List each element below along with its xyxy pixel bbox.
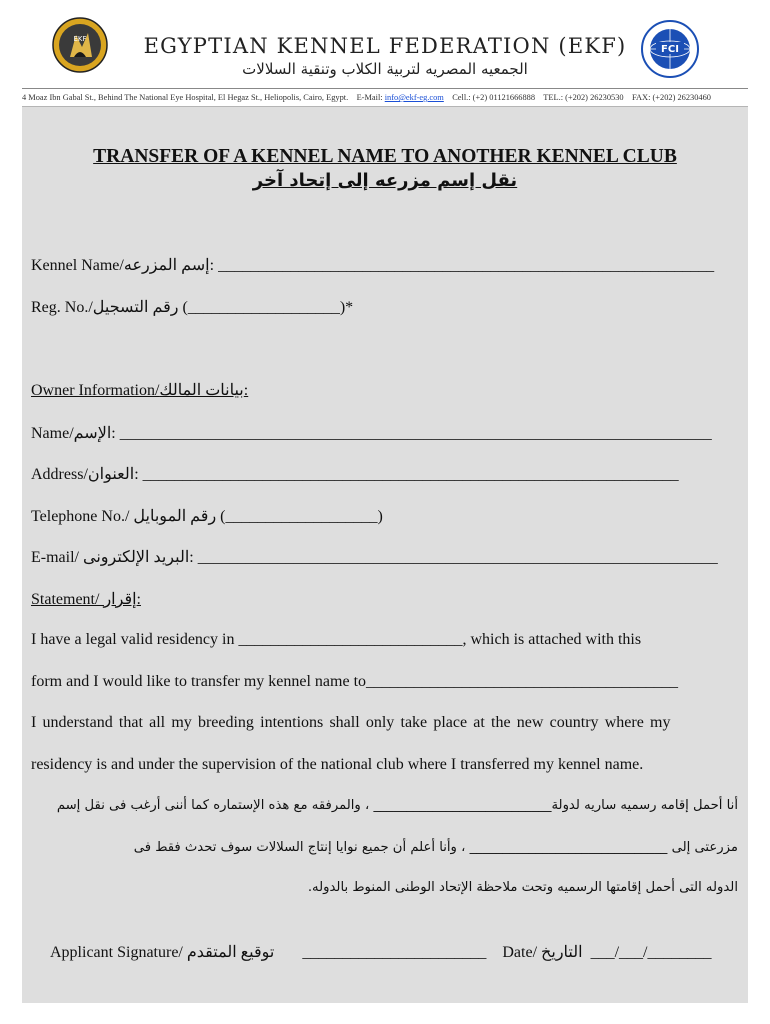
contact-fax: FAX: (+202) 26230460 bbox=[631, 93, 711, 102]
reg-no-row bbox=[31, 297, 353, 317]
kennel-name-field[interactable]: ______________________________________________________________ bbox=[214, 257, 715, 274]
contact-email-label: E-Mail: bbox=[356, 93, 383, 102]
statement-line-3: I understand that all my breeding intentions shall only take place at the new country where my bbox=[31, 714, 671, 731]
date-field[interactable]: ___/___/________ bbox=[590, 944, 712, 961]
contact-line bbox=[22, 93, 748, 102]
svg-text:EKF: EKF bbox=[73, 35, 87, 43]
contact-email-link[interactable]: info@ekf-eg.com bbox=[384, 93, 444, 102]
signature-row bbox=[50, 942, 711, 962]
owner-name-field[interactable]: __________________________________________________________________________ bbox=[115, 425, 712, 442]
owner-telephone-row bbox=[31, 506, 383, 526]
owner-heading: Owner Information/بيانات المالك: bbox=[31, 382, 249, 399]
owner-email-field[interactable]: _________________________________________________________________ bbox=[193, 549, 718, 566]
org-name-en: EGYPTIAN KENNEL FEDERATION (EKF) bbox=[143, 34, 627, 58]
header-divider bbox=[22, 88, 748, 89]
owner-telephone-label: Telephone No./ رقم الموبايل bbox=[31, 508, 217, 525]
statement-ar-line-3: الدوله التى أحمل إقامتها الرسميه وتحت ملاحظة الإتحاد الوطنى المنوط بالدوله. bbox=[307, 880, 738, 895]
contact-cell: Cell.: (+2) 01121666888 bbox=[452, 93, 536, 102]
statement-heading: Statement/ إقرار: bbox=[31, 591, 141, 608]
statement-line-1: I have a legal valid residency in ____________________________, which is attached with this bbox=[31, 631, 642, 648]
owner-address-label: Address/العنوان: bbox=[31, 466, 139, 483]
contact-tel: TEL.: (+202) 26230530 bbox=[543, 93, 624, 102]
org-name-ar: الجمعيه المصريه لتربية الكلاب وتنقية السلالات bbox=[242, 60, 528, 78]
owner-email-row bbox=[31, 547, 718, 567]
statement-line-2: form and I would like to transfer my kennel name to_______________________________________ bbox=[31, 673, 679, 690]
date-label: Date/ التاريخ bbox=[502, 944, 583, 961]
reg-no-label: Reg. No./رقم التسجيل bbox=[31, 299, 179, 316]
fci-logo-icon bbox=[641, 20, 699, 78]
form-title-ar: نقل إسم مزرعه إلى إتحاد آخر bbox=[252, 170, 518, 191]
reg-no-field[interactable]: (___________________)* bbox=[178, 299, 354, 316]
svg-text:FCI: FCI bbox=[661, 44, 679, 55]
owner-email-label: E-mail/ البريد الإلكترونى: bbox=[31, 549, 194, 566]
owner-address-field[interactable]: ___________________________________________________________________ bbox=[138, 466, 679, 483]
owner-address-row bbox=[31, 464, 679, 484]
kennel-name-label: Kennel Name/إسم المزرعه: bbox=[31, 257, 215, 274]
kennel-name-row bbox=[31, 255, 714, 275]
owner-telephone-field[interactable]: (___________________) bbox=[216, 508, 383, 525]
statement-ar-line-2: مزرعتى إلى ______________________________ ، وأنا أعلم أن جميع نوايا إنتاج السلالات سوف تحدث فقط فى bbox=[133, 840, 738, 855]
form-title-en: TRANSFER OF A KENNEL NAME TO ANOTHER KENNEL CLUB bbox=[93, 146, 677, 167]
contact-address: 4 Moaz Ibn Gabal St., Behind The National Eye Hospital, El Hegaz St., Heliopolis, Cairo, Egypt. bbox=[22, 93, 349, 102]
statement-line-4: residency is and under the supervision of the national club where I transferred my kennel name. bbox=[31, 756, 644, 773]
owner-name-row bbox=[31, 423, 712, 443]
statement-ar-line-1: أنا أحمل إقامه رسميه ساريه لدولة___________________________ ، والمرفقه مع هذه الإستماره كما أننى أرغب فى نقل إسم bbox=[56, 798, 738, 813]
applicant-signature-label: Applicant Signature/ توقيع المتقدم bbox=[50, 944, 275, 961]
letterhead bbox=[0, 0, 770, 92]
applicant-signature-field[interactable]: _______________________ bbox=[302, 944, 487, 961]
owner-name-label: Name/الإسم: bbox=[31, 425, 116, 442]
